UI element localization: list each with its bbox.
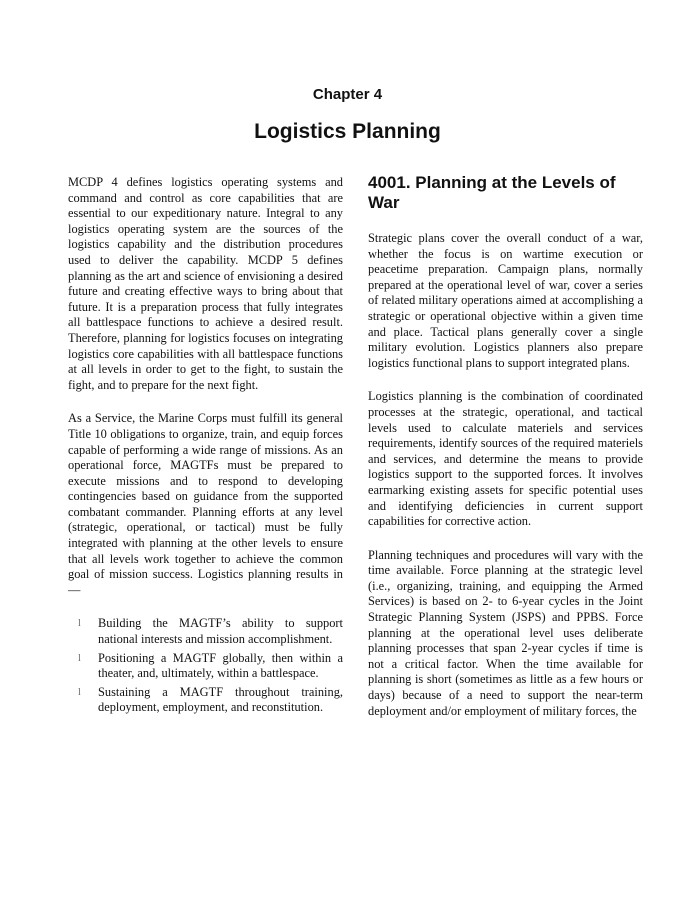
right-column bbox=[368, 173, 643, 737]
left-column bbox=[68, 175, 343, 719]
list-item-text: Sustaining a MAGTF throughout training, deployment, employment, and reconstitution. bbox=[98, 684, 343, 715]
strategic-plans-paragraph: Strategic plans cover the overall conduct of a war, whether the focus is on wartime execution or peacetime preparation. Campaign plans, normally prepared at the operational level of war, cover a series of related military operations aimed at accomplishing a strategic or operational objective within a given time and place. Tactical plans generally cover a single military evolution. Logistics planners also prepare logistics functional plans to support integrated plans. bbox=[368, 231, 643, 370]
chapter-label: Chapter 4 bbox=[312, 86, 383, 103]
list-item bbox=[68, 616, 343, 647]
list-item bbox=[68, 685, 343, 716]
bullet-icon: l bbox=[78, 618, 81, 630]
chapter-title: Logistics Planning bbox=[254, 120, 441, 143]
results-list bbox=[68, 616, 343, 716]
bullet-icon: l bbox=[78, 652, 81, 664]
intro-paragraph: MCDP 4 defines logistics operating systems and command and control as core capabilities that are essential to our expeditionary nature. Integral to any logistics operating system are the sources of the logistics capability and the distribution procedures used to deliver the capability. MCDP 5 defines planning as the art and science of envisioning a desired future and creating effective ways to bring about that future. It is a preparation process that fully integrates all battlespace functions to achieve a desired result. Therefore, planning for logistics focuses on integrating logistics core capabilities with all battlespace functions at all levels in order to get to the fight, to sustain the fight, and to prepare for the next fight. bbox=[68, 175, 343, 392]
logistics-planning-paragraph: Logistics planning is the combination of coordinated processes at the strategic, operational, and tactical levels used to calculate materiels and services requirements, identify sources of the required materiels and services, and determine the means to provide logistics support to the supported forces. It involves earmarking existing assets for specific potential uses and identifying deficiencies in current support capabilities for corrective action. bbox=[368, 389, 643, 529]
list-item-text: Building the MAGTF’s ability to support national interests and mission accomplishment. bbox=[98, 616, 343, 647]
bullet-icon: l bbox=[78, 686, 81, 698]
list-item bbox=[68, 651, 343, 682]
service-paragraph: As a Service, the Marine Corps must fulfill its general Title 10 obligations to organize, train, and equip forces capable of performing a wide range of missions. As an operational force, MAGTFs must be prepared to execute missions and to respond to developing contingencies based on guidance from the supported combatant commander. Planning efforts at any level (strategic, operational, or tactical) must be fully integrated with planning at the other levels to ensure that all levels work together to achieve the common goal of mission success. Logistics planning results in— bbox=[68, 411, 343, 597]
list-item-text: Positioning a MAGTF globally, then within a theater, and, ultimately, within a battlespace. bbox=[98, 650, 343, 681]
section-heading: 4001. Planning at the Levels of War bbox=[368, 173, 616, 212]
planning-techniques-paragraph: Planning techniques and procedures will vary with the time available. Force planning at the strategic level (i.e., organizing, training, and equipping the Armed Services) is based on 2- to 6-year cycles in the Joint Strategic Planning System (JSPS) and PPBS. Force planning at the operational level uses deliberate planning processes that span 2-year cycles if time is not a critical factor. When the time available for planning is short (sometimes as little as a few hours or days) because of a need to support the near-term deployment and/or employment of military forces, the bbox=[368, 547, 643, 718]
